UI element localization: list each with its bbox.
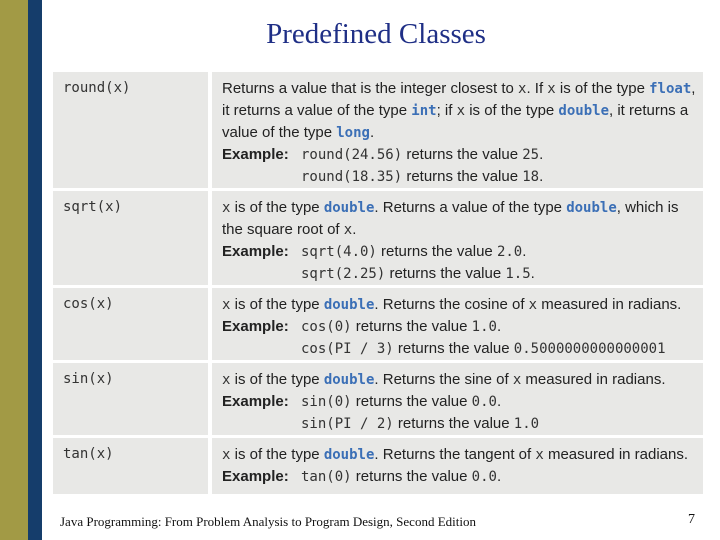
methods-table [53, 72, 703, 497]
description-line [222, 219, 695, 241]
text-segment: . Returns the tangent of [374, 446, 536, 463]
description-line [222, 100, 695, 122]
code-text: x [222, 447, 231, 463]
text-segment: measured in radians. [537, 296, 682, 313]
text-segment: , which is [616, 199, 679, 216]
text-segment: ; if [436, 102, 457, 119]
example-line [222, 338, 695, 360]
description-cell [210, 437, 703, 496]
method-cell [53, 287, 210, 362]
text-segment: , it returns a [609, 102, 689, 119]
text-segment: . [496, 468, 502, 485]
text-segment: . [530, 265, 535, 282]
type-keyword: double [566, 200, 617, 216]
example-label: Example: [222, 243, 289, 260]
type-keyword: long [336, 125, 370, 141]
description-line [222, 444, 695, 466]
text-segment: . [352, 221, 357, 238]
method-cell [53, 437, 210, 496]
code-text: x [547, 81, 556, 97]
type-keyword: double [558, 103, 609, 119]
code-text: 18 [522, 169, 540, 185]
description-cell [210, 190, 703, 287]
method-name: sin(x) [63, 371, 114, 387]
text-segment: is of the type [230, 199, 324, 216]
text-segment: the square root of [222, 221, 344, 238]
example-line [222, 263, 695, 285]
text-segment: is of the type [230, 371, 324, 388]
text-segment: measured in radians. [543, 446, 689, 463]
method-name: sqrt(x) [63, 199, 123, 215]
table-row [53, 362, 703, 437]
code-text: x [528, 297, 538, 313]
example-line [222, 166, 695, 188]
text-segment: . If [526, 80, 548, 97]
text-segment: returns the value [385, 265, 506, 282]
example-line [222, 413, 695, 435]
code-text: x [535, 447, 544, 463]
text-segment: . [522, 243, 527, 260]
table-row [53, 190, 703, 287]
table-row [53, 287, 703, 362]
code-text: round(24.56) [301, 147, 403, 163]
code-text: 0.5000000000000001 [513, 341, 666, 357]
code-text: 25 [522, 147, 540, 163]
description-line [222, 78, 695, 100]
method-name: round(x) [63, 80, 131, 96]
text-segment: . Returns the cosine of [374, 296, 529, 313]
code-text: cos(PI / 3) [301, 341, 394, 357]
type-keyword: double [323, 200, 375, 216]
method-name: cos(x) [63, 296, 114, 312]
type-keyword: int [411, 103, 437, 119]
text-segment: . Returns a value of the type [374, 199, 567, 216]
text-segment: returns the value [402, 146, 523, 163]
method-cell [53, 190, 210, 287]
code-text: x [512, 372, 522, 388]
text-segment: returns the value [393, 415, 514, 432]
slide-title: Predefined Classes [266, 18, 486, 50]
code-text: 1.5 [505, 266, 531, 282]
description-line [222, 294, 695, 316]
code-text: sin(0) [301, 394, 352, 410]
code-text: 2.0 [496, 244, 523, 260]
table-row [53, 72, 703, 190]
description-line [222, 197, 695, 219]
code-text: 0.0 [471, 469, 497, 485]
text-segment: is of the type [465, 102, 559, 119]
code-text: sin(PI / 2) [301, 416, 394, 432]
code-text: x [222, 297, 231, 313]
code-text: x [343, 222, 353, 238]
text-segment: Returns a value that is the integer closest to [222, 80, 518, 97]
example-label: Example: [222, 146, 289, 163]
type-keyword: double [323, 447, 375, 463]
text-segment: . [539, 168, 544, 185]
text-segment: . [496, 393, 502, 410]
method-name: tan(x) [63, 446, 114, 462]
text-segment: is of the type [555, 80, 650, 97]
type-keyword: float [649, 81, 692, 97]
text-segment: returns the value [402, 168, 523, 185]
text-segment: . [369, 124, 375, 141]
example-line [222, 466, 695, 488]
methods-table-body [53, 72, 703, 496]
table-row [53, 437, 703, 496]
example-label: Example: [222, 468, 289, 485]
description-cell [210, 72, 703, 190]
example-line [222, 241, 695, 263]
method-cell [53, 72, 210, 190]
code-text: sqrt(4.0) [301, 244, 377, 260]
text-segment: is of the type [230, 296, 324, 313]
type-keyword: double [323, 297, 375, 313]
text-segment: measured in radians. [521, 371, 666, 388]
description-line [222, 369, 695, 391]
text-segment: . Returns the sine of [374, 371, 513, 388]
text-segment: is of the type [230, 446, 324, 463]
text-segment: returns the value [351, 393, 472, 410]
text-segment: , [691, 80, 696, 97]
text-segment: returns the value [351, 318, 472, 335]
example-line [222, 316, 695, 338]
method-cell [53, 362, 210, 437]
text-segment: . [539, 146, 544, 163]
methods-table-container [53, 72, 703, 485]
left-navy-stripe [28, 0, 42, 540]
example-line [222, 391, 695, 413]
text-segment: it returns a value of the type [222, 102, 412, 119]
text-segment: value of the type [222, 124, 337, 141]
left-accent-stripe [0, 0, 28, 540]
text-segment: returns the value [393, 340, 514, 357]
code-text: x [222, 372, 231, 388]
code-text: 1.0 [471, 319, 497, 335]
text-segment: . [496, 318, 502, 335]
code-text: sqrt(2.25) [301, 266, 386, 282]
code-text: round(18.35) [301, 169, 403, 185]
slide-footer: Java Programming: From Problem Analysis to Program Design, Second Edition [60, 514, 476, 529]
code-text: x [456, 103, 466, 119]
code-text: cos(0) [301, 319, 352, 335]
description-cell [210, 362, 703, 437]
code-text: tan(0) [301, 469, 352, 485]
page-number: 7 [688, 512, 695, 527]
code-text: x [518, 81, 527, 97]
description-line [222, 122, 695, 144]
text-segment: returns the value [351, 468, 472, 485]
type-keyword: double [323, 372, 375, 388]
code-text: x [222, 200, 231, 216]
code-text: 0.0 [471, 394, 497, 410]
example-label: Example: [222, 393, 289, 410]
text-segment: returns the value [376, 243, 497, 260]
example-label: Example: [222, 318, 289, 335]
description-cell [210, 287, 703, 362]
example-line [222, 144, 695, 166]
code-text: 1.0 [513, 416, 540, 432]
